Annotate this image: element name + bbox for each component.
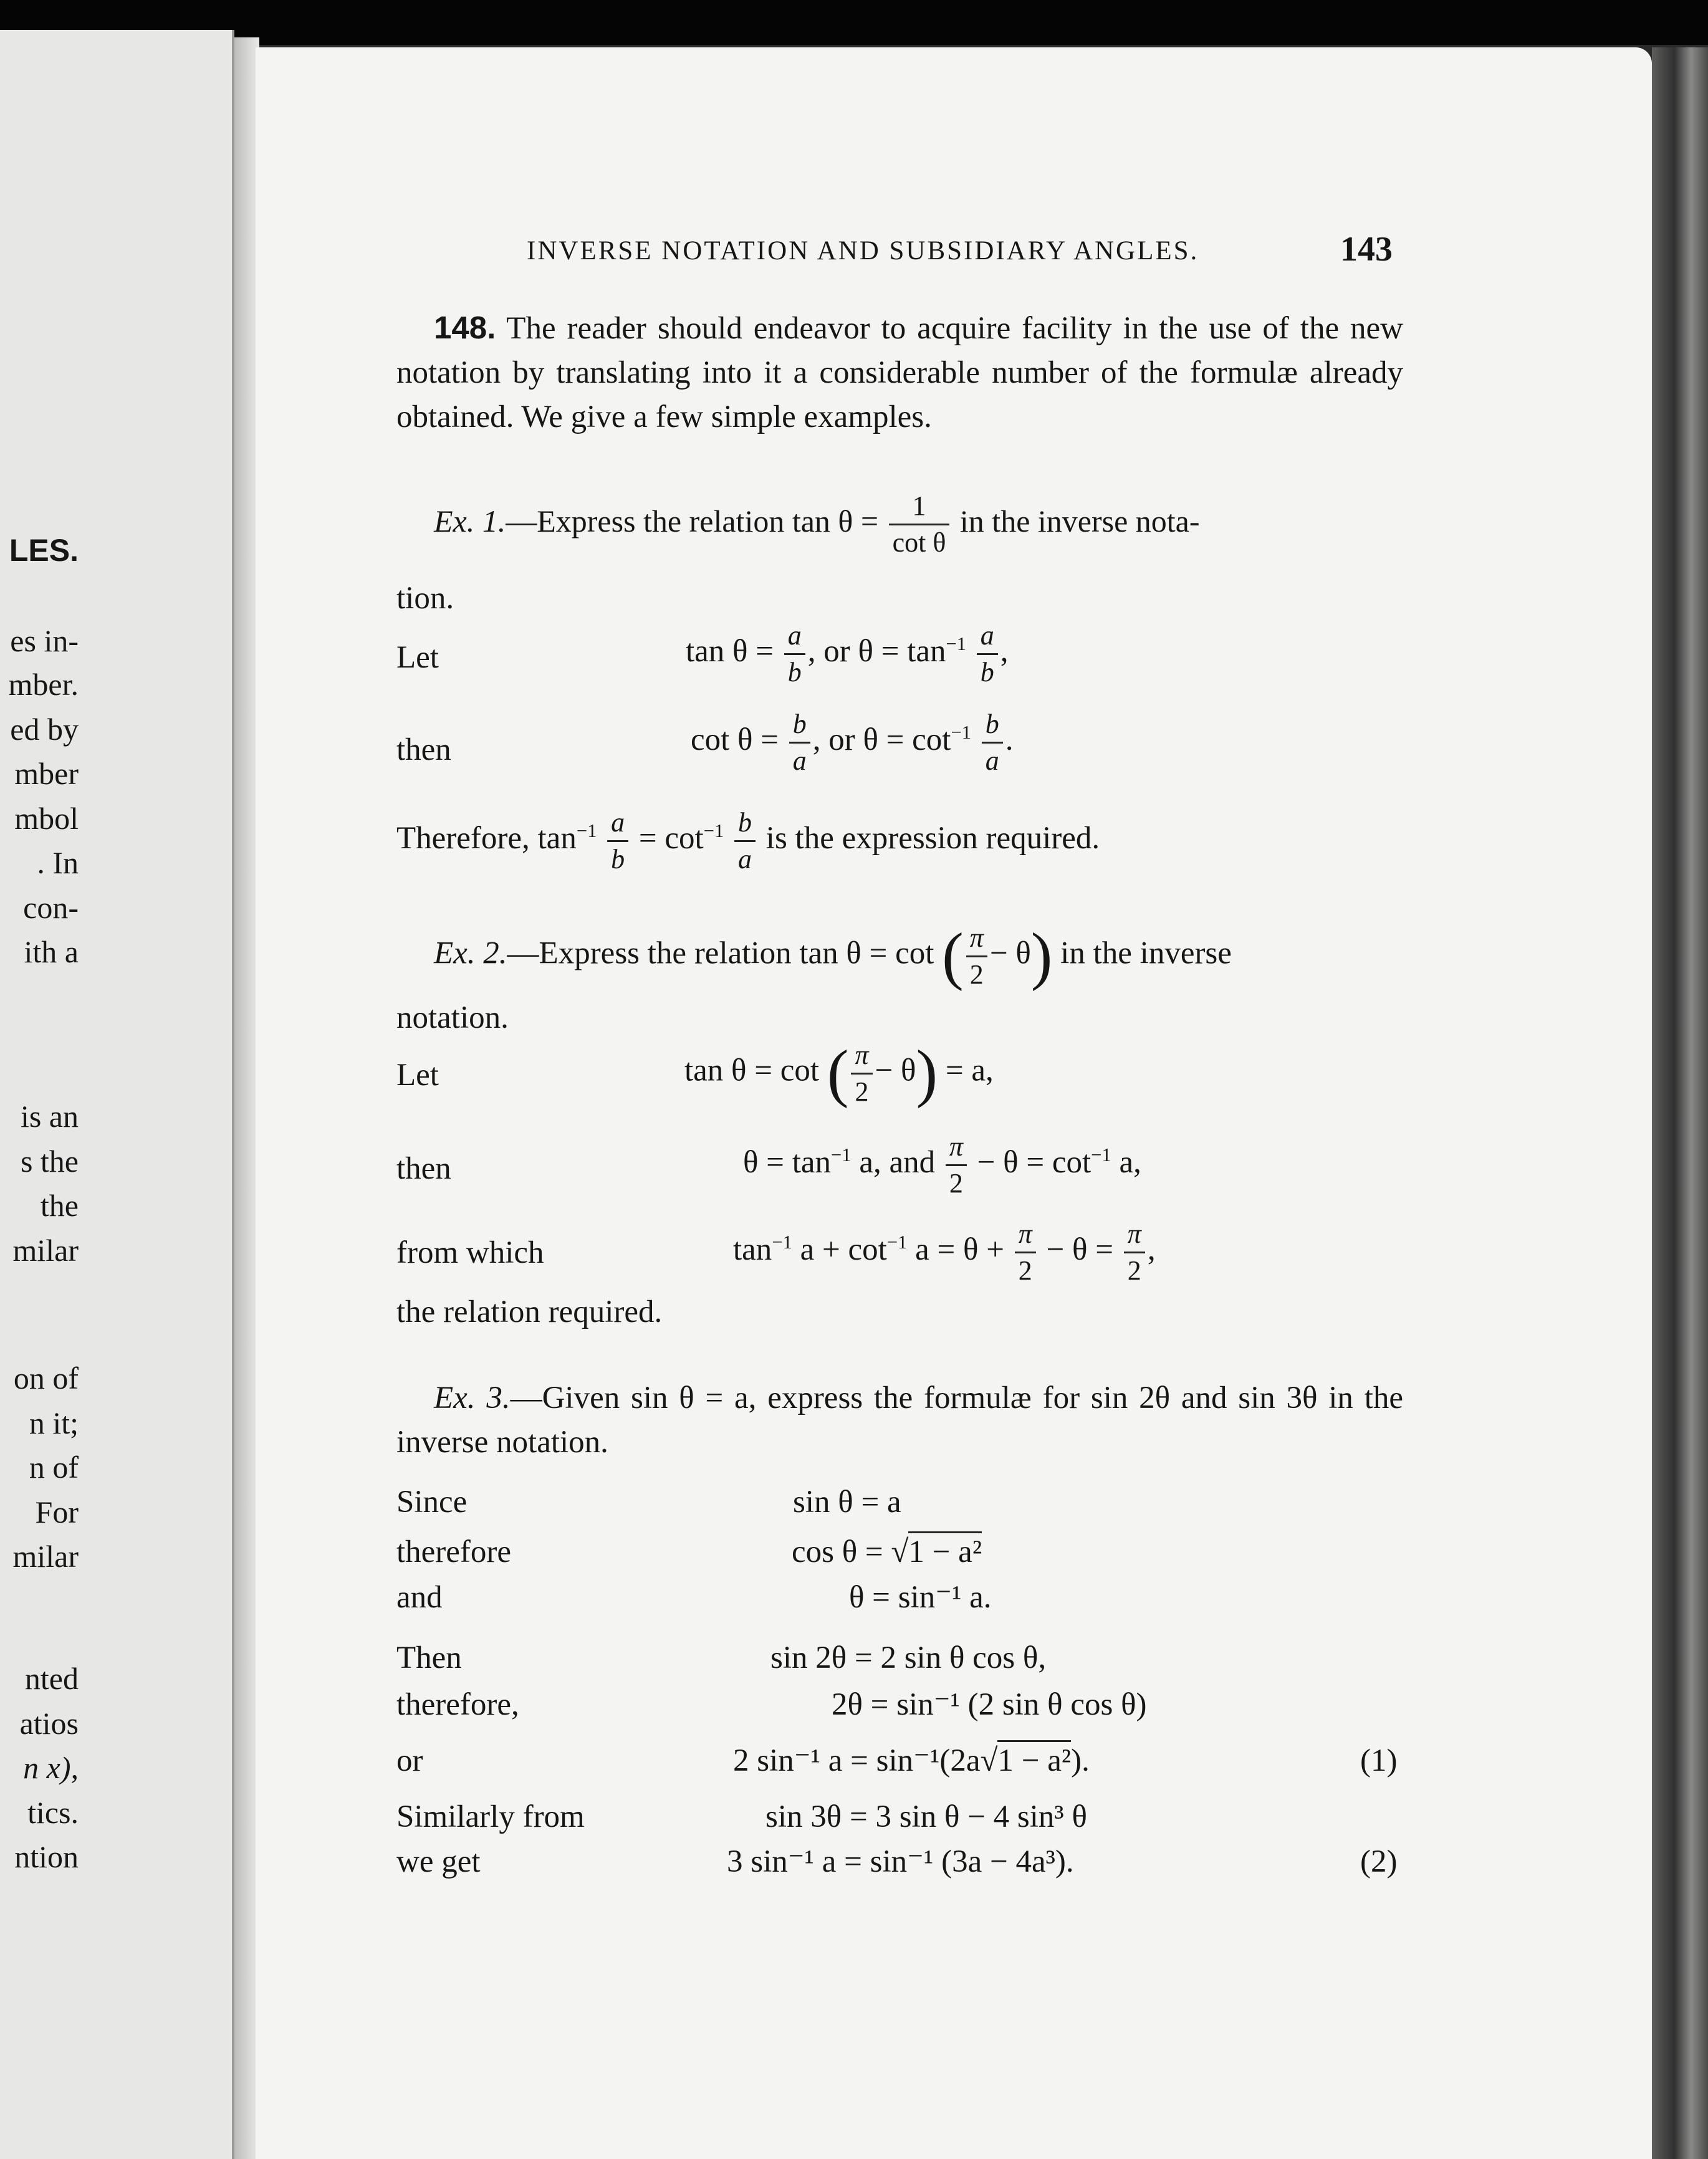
ex1-conclusion: Therefore, $\tan^{-1}$ $\frac{a}{b}$ = $\cot^{-1}$ $\frac{b}{a}$ is the expression required. [396,807,1100,874]
ex3-row-label: we get [396,1844,481,1879]
facing-line: s the [20,1144,79,1179]
section-number: 148. [434,310,496,345]
ex1-let-label: Let [396,640,439,675]
ex1-continuation: tion. [396,581,454,616]
ex2-let-label: Let [396,1058,439,1093]
ex3-row-equation: sin 2θ = 2 sin θ cos θ, [770,1640,1047,1675]
facing-line: tics. [27,1795,79,1830]
facing-line: atios [19,1706,79,1741]
facing-line: mber. [8,667,79,702]
facing-line: n of [29,1450,79,1485]
facing-line: nted [24,1661,79,1696]
section-148-paragraph [396,305,1403,439]
facing-line: ith a [24,934,79,969]
equation-number: (1) [1360,1743,1398,1778]
facing-line: the [40,1188,79,1223]
ex2-then-equation: $\theta = \tan^{-1} a$, and $\frac{\pi}{2}$ − $\theta = \cot^{-1} a$, [743,1131,1141,1199]
facing-heading: LES. [9,533,79,568]
facing-line: For [35,1495,79,1529]
ex3-row-label: and [396,1580,443,1615]
ex3-row-equation: sin 3θ = 3 sin θ − 4 sin³ θ [765,1799,1087,1834]
ex3-row-equation: cos θ = √1 − a² [792,1536,982,1568]
facing-line: ed by [10,712,79,747]
ex3-row-equation: 3 sin⁻¹ a = sin⁻¹ (3a − 4a³). [727,1844,1074,1879]
page-number: 143 [1340,230,1393,269]
ex3-statement: Ex. 3.—Given sin θ = a, express the formulæ for sin 2θ and sin 3θ in the inverse notation. [396,1381,1404,1460]
ex3-row-equation: sin θ = a [793,1485,901,1520]
ex1-statement [434,492,1200,557]
running-head: INVERSE NOTATION AND SUBSIDIARY ANGLES. [527,236,1199,266]
fraction: $\frac{1}{\text{cot θ}}$ [889,492,950,557]
example-label: Ex. 1. [434,503,506,539]
book-edge [1652,47,1708,2159]
ex2-conclusion: the relation required. [396,1295,663,1329]
ex3-row-equation: 2θ = sin⁻¹ (2 sin θ cos θ) [832,1687,1147,1722]
ex1-let-equation: tan θ = $\frac{a}{b}$ , or $\theta = \tan^{-1}$ $\frac{a}{b}$ , [686,620,1009,687]
facing-line: n x), [23,1750,79,1785]
facing-line: milar [12,1539,79,1574]
ex1-then-equation: cot θ = $\frac{b}{a}$ , or $\theta = \cot^{-1}$ $\frac{b}{a}$ . [691,709,1014,776]
facing-line: milar [12,1233,79,1268]
ex3-row-label: therefore, [396,1687,519,1722]
ex2-from-equation: $\tan^{-1} a + \cot^{-1} a = \theta$ + $\frac{\pi}{2}$ − θ = $\frac{\pi}{2}$ , [733,1218,1156,1286]
facing-page-fragment [0,30,234,2159]
ex1-then-label: then [396,732,451,767]
ex3-row-label: or [396,1743,423,1778]
facing-line: is an [20,1099,79,1134]
facing-line: . In [37,845,79,880]
facing-line: on of [13,1361,79,1395]
facing-line: es in- [10,623,79,658]
equation-number: (2) [1360,1844,1398,1879]
ex3-row-equation: 2 sin⁻¹ a = sin⁻¹(2a√1 − a²). [733,1745,1090,1777]
facing-line: mber [14,756,79,791]
ex3-row-label: Since [396,1485,468,1520]
ex2-then-label: then [396,1151,451,1186]
facing-line: n it; [29,1405,79,1440]
ex1-intro-end: in the inverse nota- [959,503,1200,539]
facing-line: ntion [14,1839,79,1874]
facing-line: mbol [14,801,79,836]
ex3-row-equation: θ = sin⁻¹ a. [849,1580,992,1615]
ex2-continuation: notation. [396,1000,509,1035]
section-text: The reader should endeavor to acquire facility in the use of the new notation by translating into it a considerable number of the formulæ already obtained. We give a few simple examples. [396,311,1403,434]
ex3-row-label: Then [396,1640,462,1675]
ex2-statement: Ex. 2.—Express the relation tan θ = cot ( $\frac{\pi}{2}$ − θ) in the inverse [434,920,1232,992]
facing-line: con- [23,890,79,925]
ex1-intro: —Express the relation tan θ = [506,503,879,539]
ex2-let-equation: tan θ = cot ( $\frac{\pi}{2}$ − θ) = a, [684,1037,994,1109]
ex3-row-label: Similarly from [396,1799,585,1834]
ex2-from-label: from which [396,1235,544,1270]
ex3-row-label: therefore [396,1534,512,1569]
